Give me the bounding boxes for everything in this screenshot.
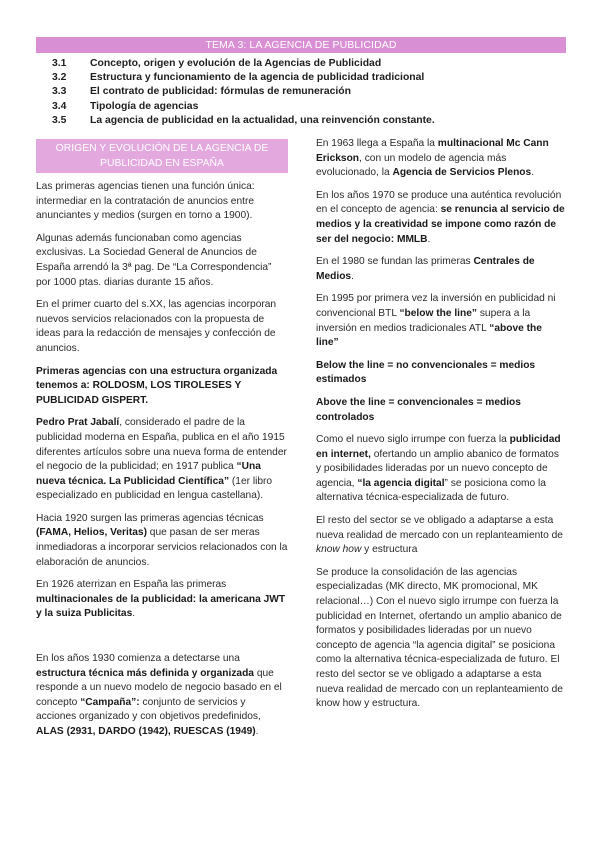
topic-header-banner: TEMA 3: LA AGENCIA DE PUBLICIDAD — [36, 37, 566, 53]
bold-text: “Campaña”: — [80, 696, 140, 708]
text: . — [427, 233, 431, 245]
bold-text: publicidad en internet, — [316, 434, 561, 460]
toc-text: Tipología de agencias — [90, 100, 199, 112]
bold-text: (FAMA, Helios, Veritas) — [36, 527, 147, 539]
table-of-contents — [52, 57, 572, 128]
toc-text: Estructura y funcionamiento de la agencia de publicidad tradicional — [90, 72, 425, 84]
left-column — [36, 139, 288, 748]
text: . — [351, 270, 354, 282]
paragraph: Las primeras agencias tienen una función única: intermediar en la contratación de anuncios entre anunciantes y medios (surgen en torno a 1900). — [36, 181, 255, 222]
paragraph: Se produce la consolidación de las agencias especializadas (MK directo, MK promocional, MK relacional…) Con el nuevo siglo irrumpe con fuerza la publicidad en Internet, ofertando un amplio abanico de formatos y posibilidades lideradas por un nuevo concepto de agencia “la agencia digital” se posiciona como la alternativa técnica-especializada de futuro. El resto del sector se ve obligado a adaptarse a esta nueva realidad de mercado con un replanteamiento de know how y estructura. — [316, 566, 563, 710]
text: En los años 1930 comienza a detectarse una — [36, 653, 240, 665]
text: (1er libro especializado en publicidad en lengua castellana). — [36, 475, 273, 502]
paragraph-bold: Below the line = no convencionales = medios estimados — [316, 359, 536, 386]
paragraph — [36, 512, 288, 570]
text: supera a la inversión en medios tradicionales ATL — [316, 307, 531, 334]
toc-number: 3.5 — [52, 114, 67, 126]
toc-item — [52, 85, 572, 99]
paragraph: En el primer cuarto del s.XX, las agencias incorporan nuevos servicios relacionados con la propuesta de ideas para la redacción de mensajes y confección de anuncios. — [36, 299, 277, 354]
toc-number: 3.1 — [52, 58, 67, 69]
paragraph — [316, 433, 566, 506]
text: Como el nuevo siglo irrumpe con fuerza la — [316, 434, 510, 446]
bold-text: multinacionales de la publicidad: la americana JWT y la suiza Publicitas — [36, 593, 286, 620]
toc-item — [52, 57, 572, 71]
bold-text: Agencia de Servicios Plenos — [392, 167, 532, 179]
paragraph — [316, 292, 566, 350]
paragraph — [36, 578, 288, 622]
toc-number: 3.3 — [52, 86, 67, 98]
text: . — [132, 608, 136, 620]
bold-text: ALAS (2931, DARDO (1942), RUESCAS (1949) — [36, 726, 256, 737]
toc-item — [52, 71, 572, 85]
paragraph-bold: Primeras agencias con una estructura organizada tenemos a: ROLDOSM, LOS TIROLESES Y PUBLICIDAD GISPERT. — [36, 365, 278, 406]
text: ofertando un amplio abanico de formatos y posibilidades lideradas por un nuevo concepto de agencia, — [316, 448, 559, 489]
text: que responde a un nuevo modelo de negocio basado en el concepto — [36, 667, 282, 708]
paragraph — [36, 652, 288, 740]
text: En 1995 por primera vez la inversión en publicidad ni convencional BTL — [316, 293, 556, 319]
text: conjunto de servicios y acciones organizado y con objetivos predefinidos, — [36, 696, 261, 723]
toc-text: Concepto, origen y evolución de la Agencias de Publicidad — [90, 58, 382, 69]
text: En el 1980 se fundan las primeras — [316, 256, 474, 268]
toc-number: 3.4 — [52, 100, 67, 112]
paragraph — [316, 137, 566, 181]
bold-text: “Una nueva técnica. La Publicidad Científica” — [36, 461, 261, 487]
bold-text: Pedro Prat Jabalí — [36, 417, 120, 429]
section-banner — [36, 139, 288, 173]
bold-text: Centrales de Medios — [316, 256, 535, 282]
text: , considerado el padre de la publicidad moderna en España, publica en el año 1915 diferentes artículos sobre una nueva forma de entender el negocio de la publicidad; en 1917 publica — [36, 417, 287, 473]
bold-text: multinacional Mc Cann Erickson — [316, 138, 549, 164]
text: Hacia 1920 surgen las primeras agencias técnicas — [36, 512, 264, 524]
text: , con un modelo de agencia más evolucionado, la — [316, 152, 507, 179]
text: En los años 1970 se produce una auténtica revolución en el concepto de agencia: — [316, 189, 562, 216]
text: En 1926 aterrizan en España las primeras — [36, 579, 227, 591]
paragraph-bold: Above the line = convencionales = medios controlados — [316, 396, 521, 423]
toc-text: El contrato de publicidad: fórmulas de remuneración — [90, 86, 351, 98]
right-column — [316, 137, 566, 720]
text: El resto del sector se ve obligado a adaptarse a esta nueva realidad de mercado con un replanteamiento de — [316, 515, 563, 541]
text: y estructura — [361, 544, 418, 556]
text: . — [531, 167, 535, 179]
section-title: ORIGEN Y EVOLUCIÓN DE LA AGENCIA DE PUBLICIDAD EN ESPAÑA — [55, 143, 269, 169]
paragraph: Algunas además funcionaban como agencias exclusivas. La Sociedad General de Anuncios de España arrendó la 3ª pag. De “La Correspondencia” por 1000 ptas. diarias durante 15 años. — [36, 232, 272, 288]
text: En 1963 llega a España la — [316, 138, 438, 149]
paragraph — [316, 255, 566, 284]
italic-text: know how — [316, 544, 362, 556]
bold-text: estructura técnica más definida y organizada — [36, 667, 254, 679]
spacer — [36, 630, 288, 652]
paragraph — [316, 514, 566, 558]
toc-item — [52, 100, 572, 114]
text: que pasan de ser meras inmediadoras a incorporar servicios relacionados con la elaboración de anuncios. — [36, 527, 288, 568]
toc-text: La agencia de publicidad en la actualidad, una reinvención constante. — [90, 114, 435, 126]
bold-text: “la agencia digital — [357, 477, 445, 489]
toc-number: 3.2 — [52, 72, 67, 84]
paragraph — [316, 189, 566, 247]
bold-text: se renuncia al servicio de medios y la creatividad se impone como razón de ser del negocio: MMLB — [316, 204, 565, 245]
bold-text: “above the line” — [316, 322, 542, 349]
text: . — [255, 726, 259, 737]
paragraph — [36, 416, 288, 504]
text: ” se posiciona como la alternativa técnica-especializada de futuro. — [316, 477, 546, 504]
toc-item — [52, 114, 572, 128]
bold-text: “below the line” — [399, 307, 477, 319]
